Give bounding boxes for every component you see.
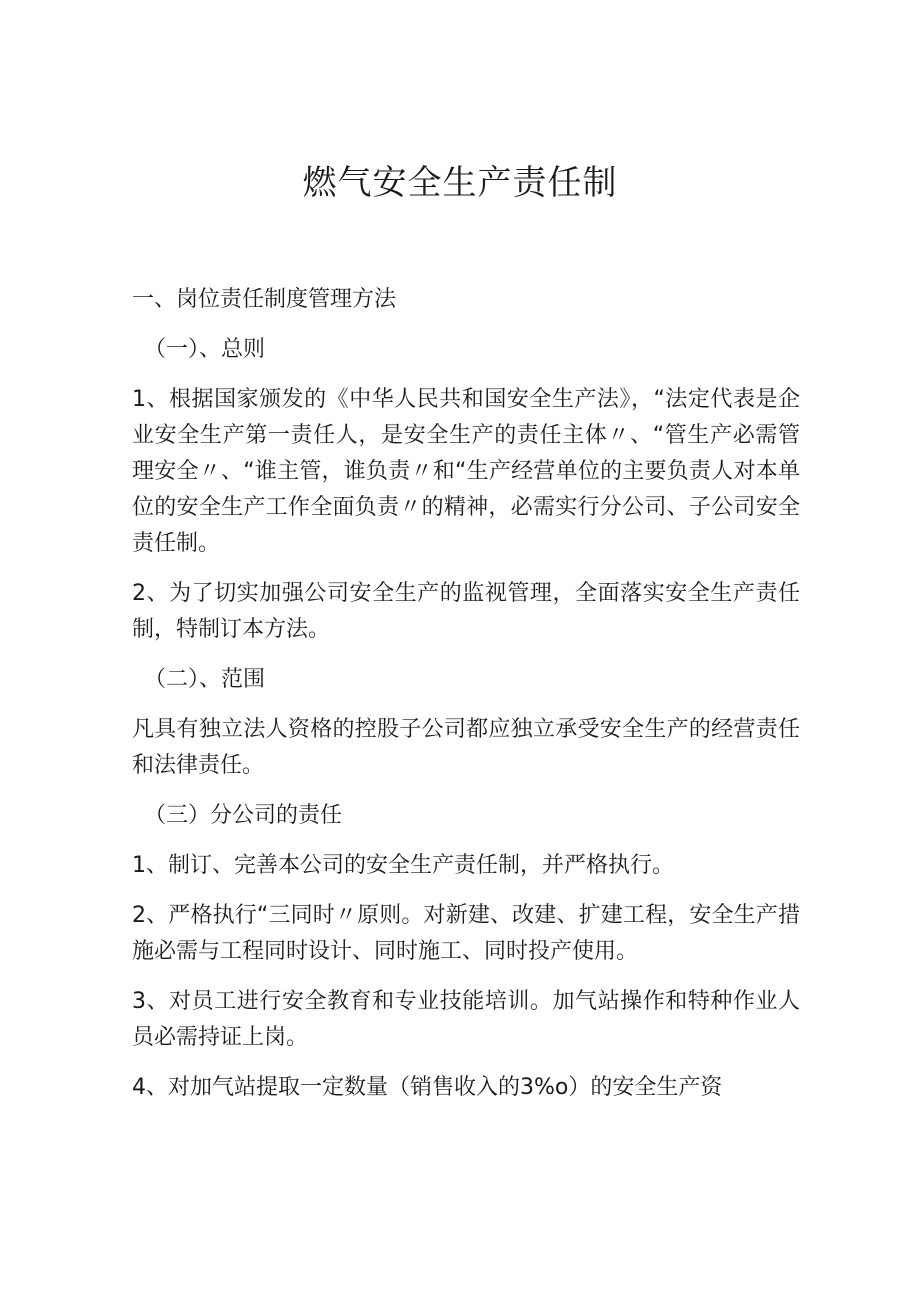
subsection-scope: （二）、范围 <box>144 667 266 692</box>
paragraph-duty-1: 1、制订、完善本公司的安全生产责任制，并严格执行。 <box>132 853 674 878</box>
subsection-general: （一）、总则 <box>144 337 266 362</box>
paragraph-1: 1、根据国家颁发的《中华人民共和国安全生产法》，“法定代表是企业安全生产第一责任人，是安全生产的责任主体〃、“管生产必需管理安全〃、“谁主管，谁负责〃和“生产经营单位的主要负责人对本单位的安全生产工作全面负责〃的精神，必需实行分公司、子公司安全责任制。 <box>132 387 800 556</box>
paragraph-duty-3: 3、对员工进行安全教育和专业技能培训。加气站操作和特种作业人员必需持证上岗。 <box>132 989 800 1050</box>
paragraph-scope: 凡具有独立法人资格的控股子公司都应独立承受安全生产的经营责任和法律责任。 <box>132 717 800 778</box>
section-heading-1: 一、岗位责任制度管理方法 <box>132 287 397 312</box>
document-title: 燃气安全生产责任制 <box>302 163 618 203</box>
subsection-branch-duty: （三）分公司的责任 <box>144 803 343 828</box>
paragraph-2: 2、为了切实加强公司安全生产的监视管理，全面落实安全生产责任制，特制订本方法。 <box>132 581 800 642</box>
paragraph-duty-2: 2、严格执行“三同时〃原则。对新建、改建、扩建工程，安全生产措施必需与工程同时设计、同时施工、同时投产使用。 <box>132 903 800 964</box>
paragraph-duty-4: 4、对加气站提取一定数量（销售收入的3%o）的安全生产资 <box>132 1075 723 1100</box>
document-body <box>132 282 800 1120</box>
